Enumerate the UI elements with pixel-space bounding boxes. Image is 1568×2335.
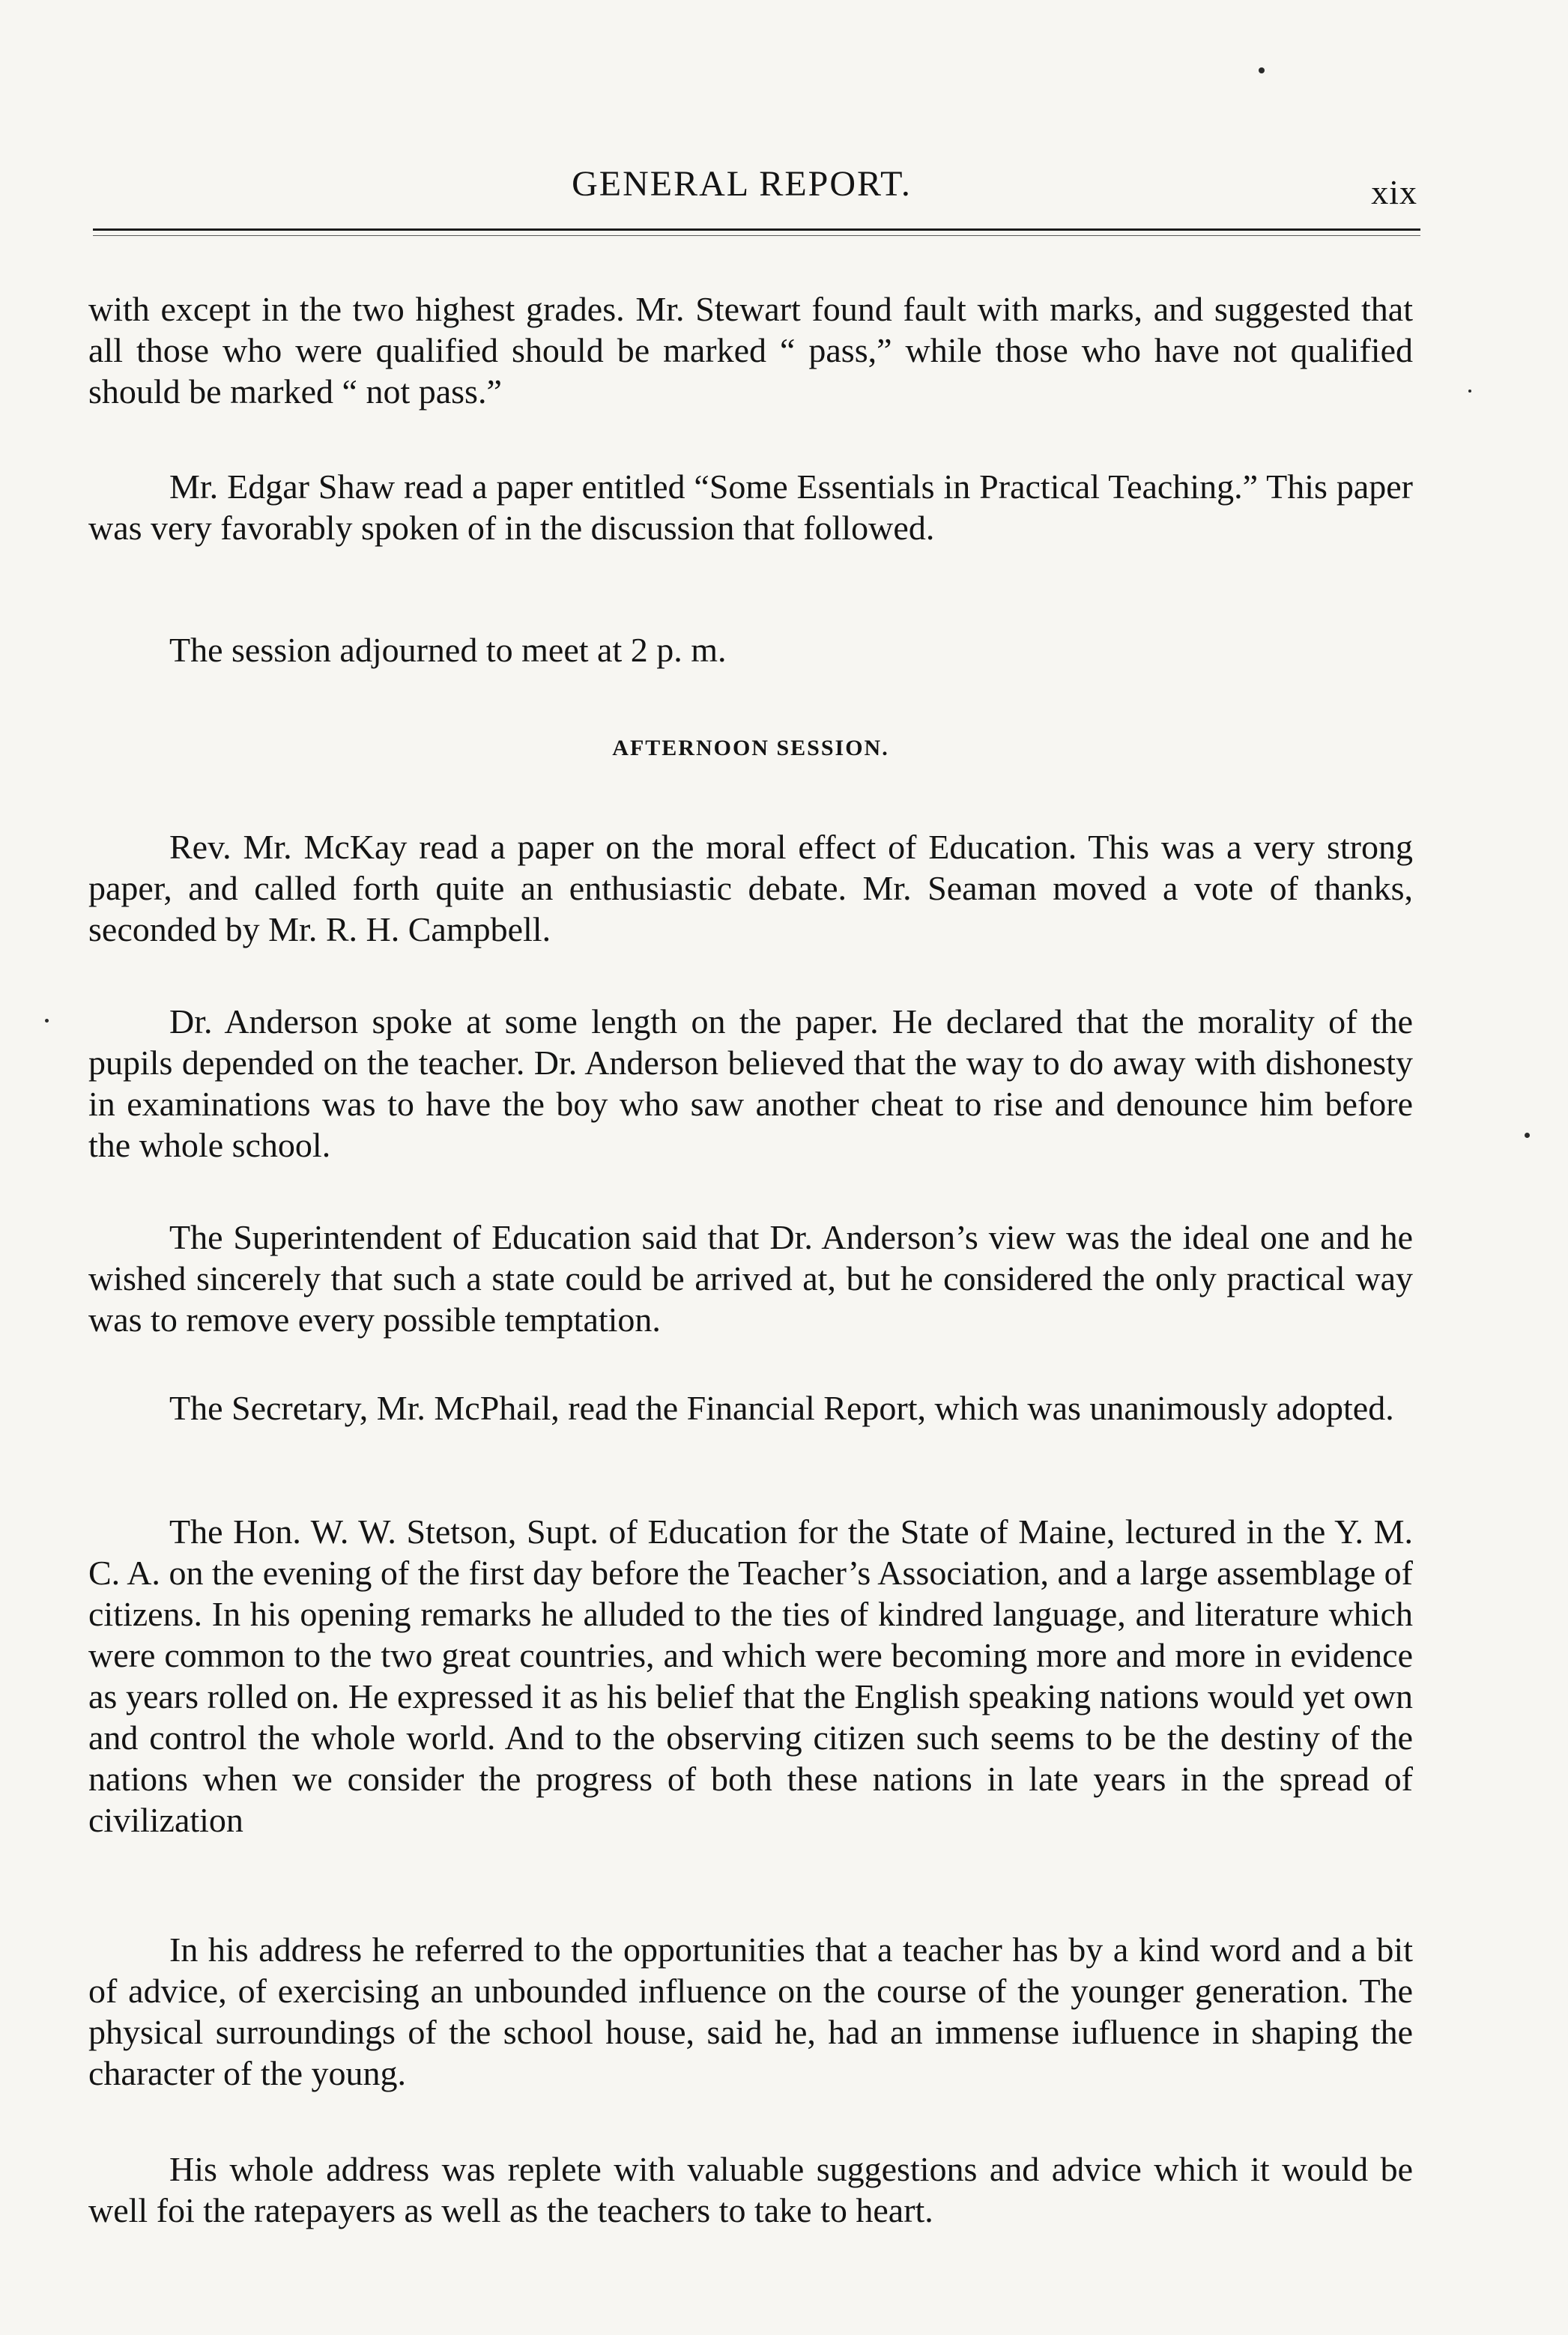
scan-speck [1259,67,1265,73]
paragraph-shaw-paper: Mr. Edgar Shaw read a paper entitled “Some Essentials in Practical Teaching.” This paper was very favorably spoken of in the discussion that followed. [88,467,1413,547]
header-rule-thin [93,235,1420,236]
page-title: GENERAL REPORT. [572,164,912,204]
section-heading: AFTERNOON SESSION. [612,736,889,760]
running-head [90,163,1417,216]
page-number: xix [1371,173,1417,211]
scan-speck [45,1019,49,1023]
paragraph-secretary: The Secretary, Mr. McPhail, read the Financial Report, which was unanimously adopted. [169,1389,1394,1427]
scan-speck [1525,1133,1530,1138]
paragraph-superintendent: The Superintendent of Education said that Dr. Anderson’s view was the ideal one and he wished sincerely that such a state could be arrived at, but he considered the only practical way was to remove every possible temptation. [88,1218,1413,1339]
paragraph-continued: with except in the two highest grades. Mr. Stewart found fault with marks, and suggested that all those who were qualified should be marked “ pass,” while those who have not qualified should be marked “ not pass.” [88,290,1413,411]
paragraph-mckay-paper: Rev. Mr. McKay read a paper on the moral effect of Education. This was a very strong paper, and called forth quite an enthusiastic debate. Mr. Seaman moved a vote of thanks, seconded by Mr. R. H. Campbell. [88,828,1413,948]
paragraph-adjourned: The session adjourned to meet at 2 p. m. [169,631,727,669]
paragraph-anderson: Dr. Anderson spoke at some length on the paper. He declared that the morality of the pupils depended on the teacher. Dr. Anderson believed that the way to do away with dishonesty in examinations was to have the boy who saw another cheat to rise and denounce him before the whole school. [88,1002,1413,1164]
paragraph-stetson-lecture: The Hon. W. W. Stetson, Supt. of Education for the State of Maine, lectured in the Y. M. C. A. on the evening of the first day before the Teacher’s Association, and a large assemblage of citizens. In his opening remarks he alluded to the ties of kindred language, and literature which were common to the two great countries, and which were becoming more and more in evidence as years rolled on. He expressed it as his belief that the English speaking nations would yet own and control the whole world. And to the observing citizen such seems to be the destiny of the nations when we consider the progress of both these nations in late years in the spread of civilization [88,1512,1413,1839]
paragraph-address: In his address he referred to the opportunities that a teacher has by a kind word and a bit of advice, of exercising an unbounded influence on the course of the younger generation. The physical surroundings of the school house, said he, had an immense iufluence in shaping the character of the young. [88,1930,1413,2092]
paragraph-closing: His whole address was replete with valuable suggestions and advice which it would be well foi the ratepayers as well as the teachers to take to heart. [88,2150,1413,2229]
scan-speck [1468,390,1471,393]
header-rule [93,228,1420,231]
